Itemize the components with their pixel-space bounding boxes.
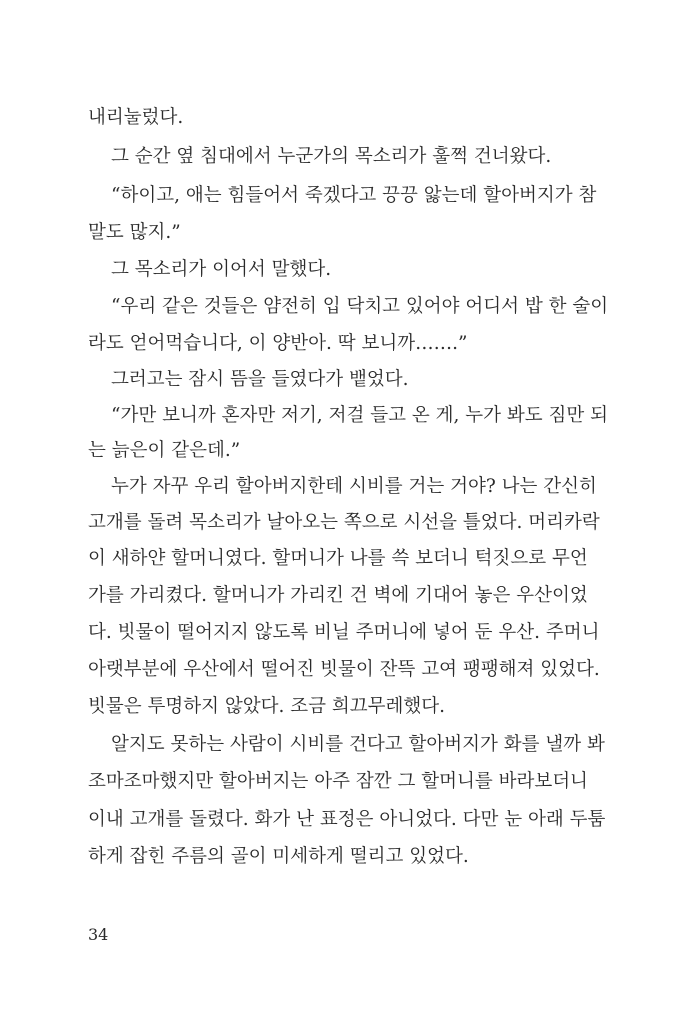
- text-line: 말도 많지.”: [88, 222, 181, 243]
- text-line: 는 늙은이 같은데.”: [88, 440, 241, 461]
- text-line: 라도 얻어먹습니다, 이 양반아. 딱 보니까…….”: [88, 333, 468, 354]
- text-line: “가만 보니까 혼자만 저기, 저걸 들고 온 게, 누가 봐도 짐만 되: [111, 405, 608, 426]
- text-line: 이내 고개를 돌렸다. 화가 난 표정은 아니었다. 다만 눈 아래 두툼: [88, 809, 606, 830]
- text-line: 빗물은 투명하지 않았다. 조금 희끄무레했다.: [88, 696, 445, 717]
- text-line: “하이고, 애는 힘들어서 죽겠다고 끙끙 앓는데 할아버지가 참: [111, 185, 597, 206]
- text-line: 누가 자꾸 우리 할아버지한테 시비를 거는 거야? 나는 간신히: [111, 476, 597, 497]
- text-line: 그 목소리가 이어서 말했다.: [111, 259, 332, 280]
- text-line: 하게 잡힌 주름의 골이 미세하게 떨리고 있었다.: [88, 846, 469, 867]
- text-line: 이 새하얀 할머니였다. 할머니가 나를 쓱 보더니 턱짓으로 무언: [88, 548, 588, 569]
- text-line: 다. 빗물이 떨어지지 않도록 비닐 주머니에 넣어 둔 우산. 주머니: [88, 622, 600, 643]
- text-line: 아랫부분에 우산에서 떨어진 빗물이 잔뜩 고여 팽팽해져 있었다.: [88, 659, 600, 680]
- text-line: 조마조마했지만 할아버지는 아주 잠깐 그 할머니를 바라보더니: [88, 771, 588, 792]
- text-line: 고개를 돌려 목소리가 날아오는 쪽으로 시선을 틀었다. 머리카락: [88, 512, 600, 533]
- text-line: 가를 가리켰다. 할머니가 가리킨 건 벽에 기대어 놓은 우산이었: [88, 585, 588, 606]
- text-line: 그러고는 잠시 뜸을 들였다가 뱉었다.: [111, 369, 409, 390]
- text-line: 그 순간 옆 침대에서 누군가의 목소리가 훌쩍 건너왔다.: [111, 146, 552, 167]
- text-line: 알지도 못하는 사람이 시비를 건다고 할아버지가 화를 낼까 봐: [111, 734, 605, 755]
- page-number: 34: [88, 925, 109, 944]
- text-line: “우리 같은 것들은 얌전히 입 닥치고 있어야 어디서 밥 한 술이: [111, 296, 609, 317]
- text-line: 내리눌렀다.: [88, 107, 184, 128]
